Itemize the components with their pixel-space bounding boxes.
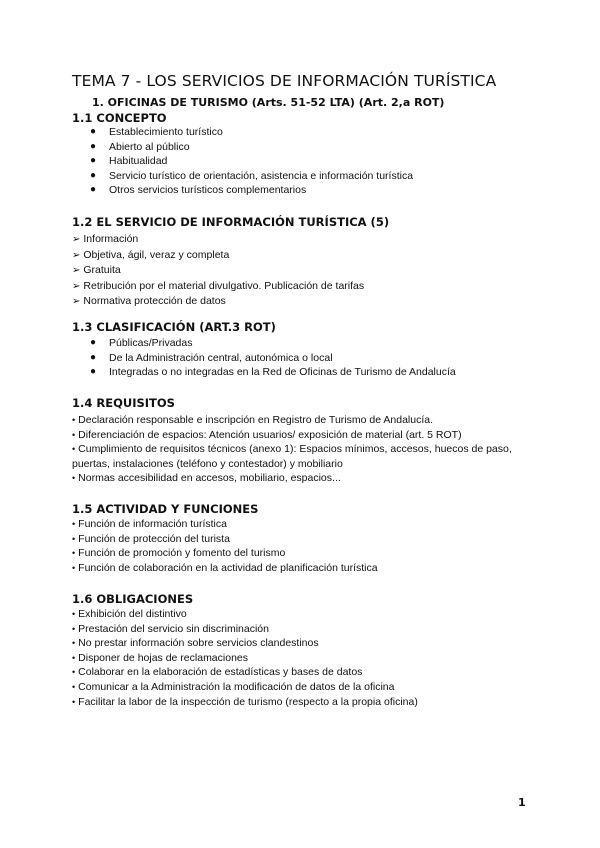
section-heading-concepto: 1.1 CONCEPTO: [72, 111, 167, 125]
list-item: ➢ Gratuita: [72, 264, 121, 277]
list-item: • Prestación del servicio sin discriminación: [72, 622, 269, 635]
list-item: ➢ Objetiva, ágil, veraz y completa: [72, 248, 230, 261]
list-item: ● Habitualidad: [90, 155, 168, 168]
list-concepto: [72, 125, 542, 198]
list-item: • Declaración responsable e inscripción en Registro de Turismo de Andalucía.: [72, 414, 434, 426]
list-item: • Facilitar la labor de la inspección de turismo (respecto a la propia oficina): [72, 695, 418, 708]
list-item: • Colaborar en la elaboración de estadísticas y bases de datos: [72, 666, 363, 679]
page-title: TEMA 7 - LOS SERVICIOS DE INFORMACIÓN TURÍSTICA: [72, 72, 497, 90]
list-item: • Normas accesibilidad en accesos, mobiliario, espacios...: [72, 472, 341, 485]
list-servicio: [72, 232, 542, 310]
page-number: 1: [518, 796, 526, 809]
list-item: • Exhibición del distintivo: [72, 608, 187, 620]
list-item: ● Integradas o no integradas en la Red de Oficinas de Turismo de Andalucía: [90, 366, 456, 379]
section-heading-clasificacion: 1.3 CLASIFICACIÓN (ART.3 ROT): [72, 320, 276, 334]
section-heading-actividad: 1.5 ACTIVIDAD Y FUNCIONES: [72, 502, 259, 516]
section-heading-servicio: 1.2 EL SERVICIO DE INFORMACIÓN TURÍSTICA (5): [72, 215, 390, 229]
list-item: • Función de protección del turista: [72, 532, 230, 545]
list-item: ● Establecimiento turístico: [90, 126, 223, 138]
list-item: • No prestar información sobre servicios clandestinos: [72, 637, 319, 650]
list-obligaciones: [72, 607, 542, 709]
list-item: • Disponer de hojas de reclamaciones: [72, 651, 249, 664]
list-item: ➢ Normativa protección de datos: [72, 295, 226, 308]
list-item: ➢ Información: [72, 233, 139, 245]
list-requisitos: [72, 413, 520, 486]
subtitle: 1. OFICINAS DE TURISMO (Arts. 51-52 LTA) (Art. 2,a ROT): [92, 96, 445, 109]
list-item: • Función de colaboración en la actividad de planificación turística: [72, 561, 378, 574]
list-item: • Cumplimiento de requisitos técnicos (anexo 1): Espacios mínimos, accesos, huecos de paso, puertas, instalaciones (teléfono y contestador) y mobiliario: [72, 443, 512, 470]
section-heading-obligaciones: 1.6 OBLIGACIONES: [72, 592, 194, 606]
list-item: ● Servicio turístico de orientación, asistencia e información turística: [90, 169, 414, 182]
section-heading-requisitos: 1.4 REQUISITOS: [72, 396, 175, 410]
list-item: ● Abierto al público: [90, 140, 190, 153]
list-item: • Diferenciación de espacios: Atención usuarios/ exposición de material (art. 5 ROT): [72, 428, 462, 441]
list-clasificacion: [72, 336, 542, 380]
list-item: • Comunicar a la Administración la modificación de datos de la oficina: [72, 680, 395, 693]
list-item: ● Otros servicios turísticos complementarios: [90, 184, 307, 197]
list-item: ➢ Retribución por el material divulgativo. Publicación de tarifas: [72, 279, 365, 292]
list-item: ● De la Administración central, autonómica o local: [90, 351, 333, 364]
list-item: • Función de promoción y fomento del turismo: [72, 547, 286, 560]
list-actividad: [72, 517, 542, 575]
list-item: ● Públicas/Privadas: [90, 337, 193, 349]
list-item: • Función de información turística: [72, 518, 227, 530]
